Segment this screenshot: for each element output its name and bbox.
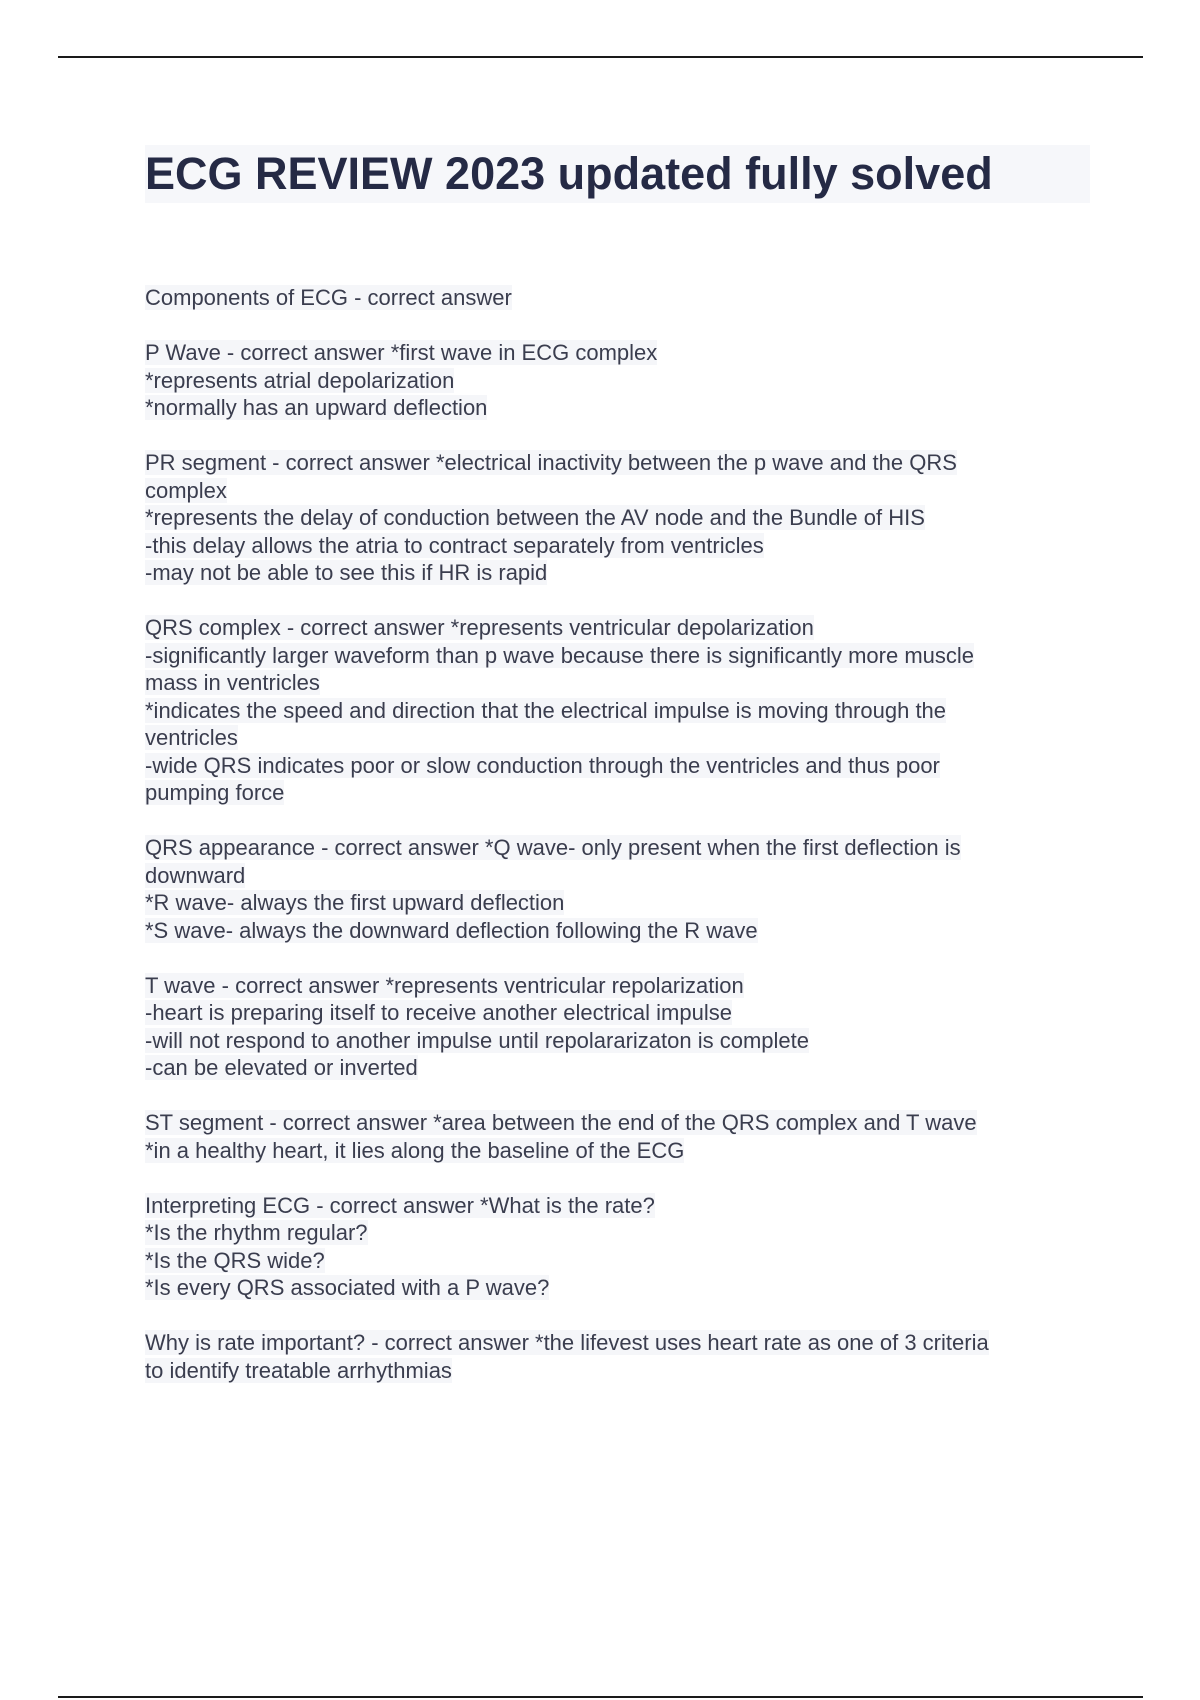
text-line-content: *Is the rhythm regular? <box>145 1220 368 1245</box>
text-line-content: *S wave- always the downward deflection following the R wave <box>145 917 758 943</box>
text-line <box>145 779 1105 807</box>
qa-block <box>145 1329 1105 1384</box>
text-line <box>145 752 1105 780</box>
qa-block <box>145 972 1105 1082</box>
text-line-content: -may not be able to see this if HR is rapid <box>145 560 548 585</box>
text-line-content: QRS appearance - correct answer *Q wave- only present when the first deflection is <box>145 835 961 860</box>
text-line-content: Why is rate important? - correct answer *the lifevest uses heart rate as one of 3 criteria <box>145 1330 989 1355</box>
text-line <box>145 1329 1105 1357</box>
text-line <box>145 1274 1105 1302</box>
text-line-content: pumping force <box>145 780 285 805</box>
text-line-content: *represents atrial depolarization <box>145 367 455 393</box>
text-line <box>145 834 1105 862</box>
text-line-content: T wave - correct answer *represents ventricular repolarization <box>145 972 744 998</box>
title-highlight <box>145 145 1090 203</box>
text-line <box>145 449 1105 477</box>
text-line-content: -significantly larger waveform than p wave because there is significantly more muscle <box>145 642 975 668</box>
text-line-content: Components of ECG - correct answer <box>145 285 512 310</box>
text-line <box>145 697 1105 725</box>
text-line-content: *indicates the speed and direction that the electrical impulse is moving through the <box>145 697 947 723</box>
text-line-content: complex <box>145 477 227 503</box>
text-line <box>145 504 1105 532</box>
text-line-content: downward <box>145 862 246 888</box>
qa-block <box>145 614 1105 807</box>
text-line <box>145 367 1105 395</box>
text-line-content: P Wave - correct answer *first wave in ECG complex <box>145 340 658 365</box>
text-line <box>145 669 1105 697</box>
text-line-content: *represents the delay of conduction between the AV node and the Bundle of HIS <box>145 505 925 530</box>
text-line <box>145 889 1105 917</box>
text-line <box>145 532 1105 560</box>
text-line-content: *in a healthy heart, it lies along the baseline of the ECG <box>145 1137 685 1163</box>
text-line <box>145 1247 1105 1275</box>
page-title: ECG REVIEW 2023 updated fully solved <box>145 148 993 199</box>
text-line-content: -wide QRS indicates poor or slow conduction through the ventricles and thus poor <box>145 752 940 778</box>
text-line-content: to identify treatable arrhythmias <box>145 1357 452 1383</box>
text-line <box>145 614 1105 642</box>
text-line <box>145 394 1105 422</box>
text-line <box>145 1109 1105 1137</box>
text-line-content: -will not respond to another impulse until repolararizaton is complete <box>145 1027 810 1053</box>
text-line <box>145 724 1105 752</box>
text-line-content: ventricles <box>145 725 238 750</box>
top-rule <box>58 56 1143 58</box>
text-line <box>145 642 1105 670</box>
text-line-content: Interpreting ECG - correct answer *What is the rate? <box>145 1192 655 1218</box>
qa-block <box>145 1109 1105 1164</box>
text-line-content: -can be elevated or inverted <box>145 1055 418 1080</box>
qa-block <box>145 284 1105 312</box>
text-line-content: *Is the QRS wide? <box>145 1247 325 1273</box>
qa-block <box>145 339 1105 422</box>
text-line <box>145 477 1105 505</box>
text-line-content: *normally has an upward deflection <box>145 395 488 420</box>
qa-block <box>145 834 1105 944</box>
document-body <box>145 284 1105 1412</box>
text-line-content: ST segment - correct answer *area between the end of the QRS complex and T wave <box>145 1110 977 1135</box>
text-line <box>145 1219 1105 1247</box>
text-line-content: *Is every QRS associated with a P wave? <box>145 1275 550 1300</box>
text-line <box>145 1192 1105 1220</box>
text-line <box>145 1027 1105 1055</box>
text-line <box>145 559 1105 587</box>
text-line <box>145 917 1105 945</box>
text-line <box>145 972 1105 1000</box>
text-line-content: *R wave- always the first upward deflection <box>145 890 565 915</box>
text-line-content: -heart is preparing itself to receive another electrical impulse <box>145 1000 732 1025</box>
text-line-content: PR segment - correct answer *electrical inactivity between the p wave and the QRS <box>145 450 957 475</box>
text-line <box>145 339 1105 367</box>
text-line-content: QRS complex - correct answer *represents ventricular depolarization <box>145 615 814 640</box>
bottom-rule <box>58 1696 1143 1698</box>
text-line <box>145 999 1105 1027</box>
text-line-content: mass in ventricles <box>145 670 320 695</box>
qa-block <box>145 449 1105 587</box>
text-line <box>145 1054 1105 1082</box>
text-line <box>145 284 1105 312</box>
text-line <box>145 1357 1105 1385</box>
text-line <box>145 1137 1105 1165</box>
qa-block <box>145 1192 1105 1302</box>
text-line <box>145 862 1105 890</box>
text-line-content: -this delay allows the atria to contract separately from ventricles <box>145 532 764 558</box>
